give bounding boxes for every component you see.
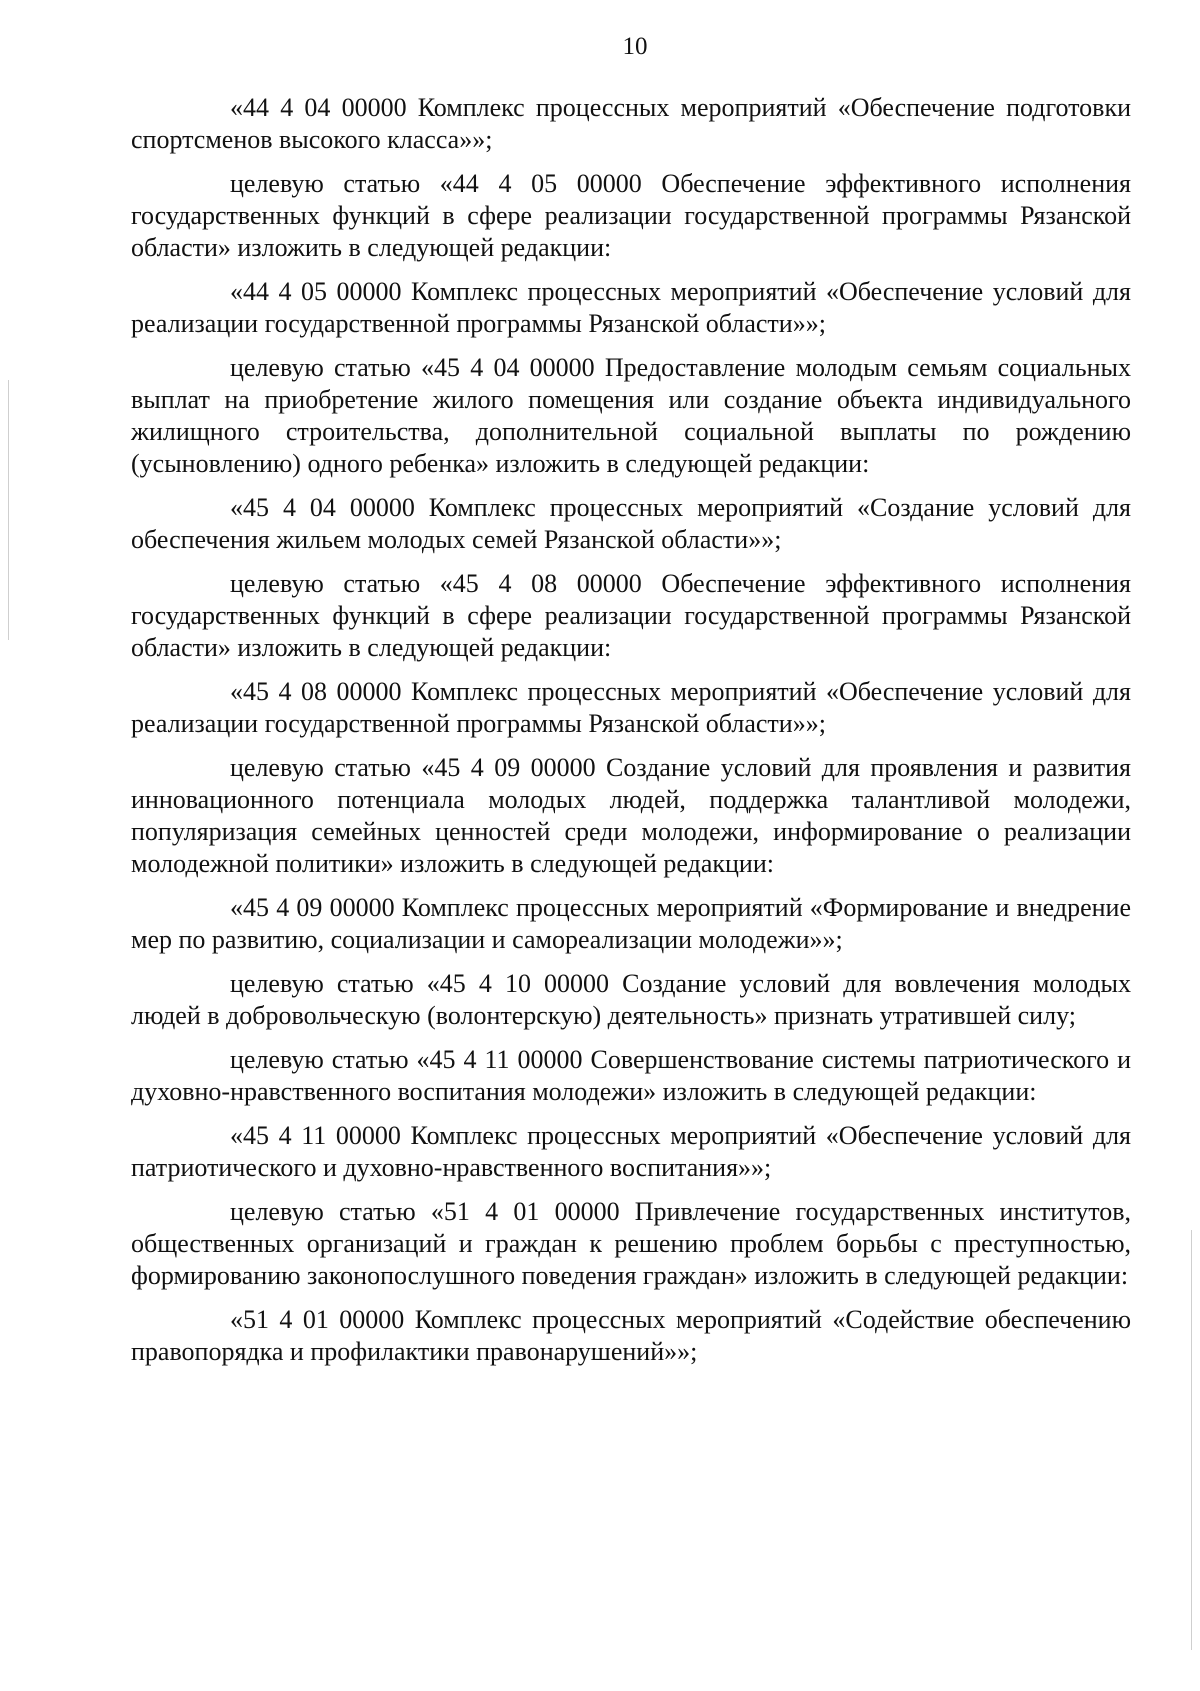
paragraph: «45 4 08 00000 Комплекс процессных мероприятий «Обеспечение условий для реализации государственной программы Рязанской области»»; xyxy=(131,677,1131,738)
paragraph: целевую статью «51 4 01 00000 Привлечение государственных институтов, общественных организаций и граждан к решению проблем борьбы с преступностью, формированию законопослушного поведения граждан» изложить в следующей редакции: xyxy=(131,1197,1131,1290)
paragraph: целевую статью «44 4 05 00000 Обеспечение эффективного исполнения государственных функций в сфере реализации государственной программы Рязанской области» изложить в следующей редакции: xyxy=(131,169,1131,262)
paragraph: целевую статью «45 4 10 00000 Создание условий для вовлечения молодых людей в добровольческую (волонтерскую) деятельность» признать утратившей силу; xyxy=(131,969,1131,1030)
document-body xyxy=(131,92,1131,1380)
paragraph: «45 4 11 00000 Комплекс процессных мероприятий «Обеспечение условий для патриотического и духовно-нравственного воспитания»»; xyxy=(131,1121,1131,1182)
paragraph: целевую статью «45 4 08 00000 Обеспечение эффективного исполнения государственных функций в сфере реализации государственной программы Рязанской области» изложить в следующей редакции: xyxy=(131,569,1131,662)
paragraph: «45 4 09 00000 Комплекс процессных мероприятий «Формирование и внедрение мер по развитию, социализации и самореализации молодежи»»; xyxy=(131,893,1131,954)
page-number: 10 xyxy=(622,33,648,60)
paragraph: целевую статью «45 4 04 00000 Предоставление молодым семьям социальных выплат на приобретение жилого помещения или создание объекта индивидуального жилищного строительства, дополнительной социальной выплаты по рождению (усыновлению) одного ребенка» изложить в следующей редакции: xyxy=(131,353,1131,478)
paragraph: «45 4 04 00000 Комплекс процессных мероприятий «Создание условий для обеспечения жильем молодых семей Рязанской области»»; xyxy=(131,493,1131,554)
scan-edge-mark xyxy=(1191,1230,1192,1650)
paragraph: целевую статью «45 4 09 00000 Создание условий для проявления и развития инновационного потенциала молодых людей, поддержка талантливой молодежи, популяризация семейных ценностей среди молодежи, информирование о реализации молодежной политики» изложить в следующей редакции: xyxy=(131,753,1131,878)
paragraph: «44 4 04 00000 Комплекс процессных мероприятий «Обеспечение подготовки спортсменов высокого класса»»; xyxy=(131,93,1131,154)
paragraph: «44 4 05 00000 Комплекс процессных мероприятий «Обеспечение условий для реализации государственной программы Рязанской области»»; xyxy=(131,277,1131,338)
paragraph: «51 4 01 00000 Комплекс процессных мероприятий «Содействие обеспечению правопорядка и профилактики правонарушений»»; xyxy=(131,1305,1131,1366)
scan-edge-mark xyxy=(8,380,9,640)
paragraph: целевую статью «45 4 11 00000 Совершенствование системы патриотического и духовно-нравственного воспитания молодежи» изложить в следующей редакции: xyxy=(131,1045,1131,1106)
